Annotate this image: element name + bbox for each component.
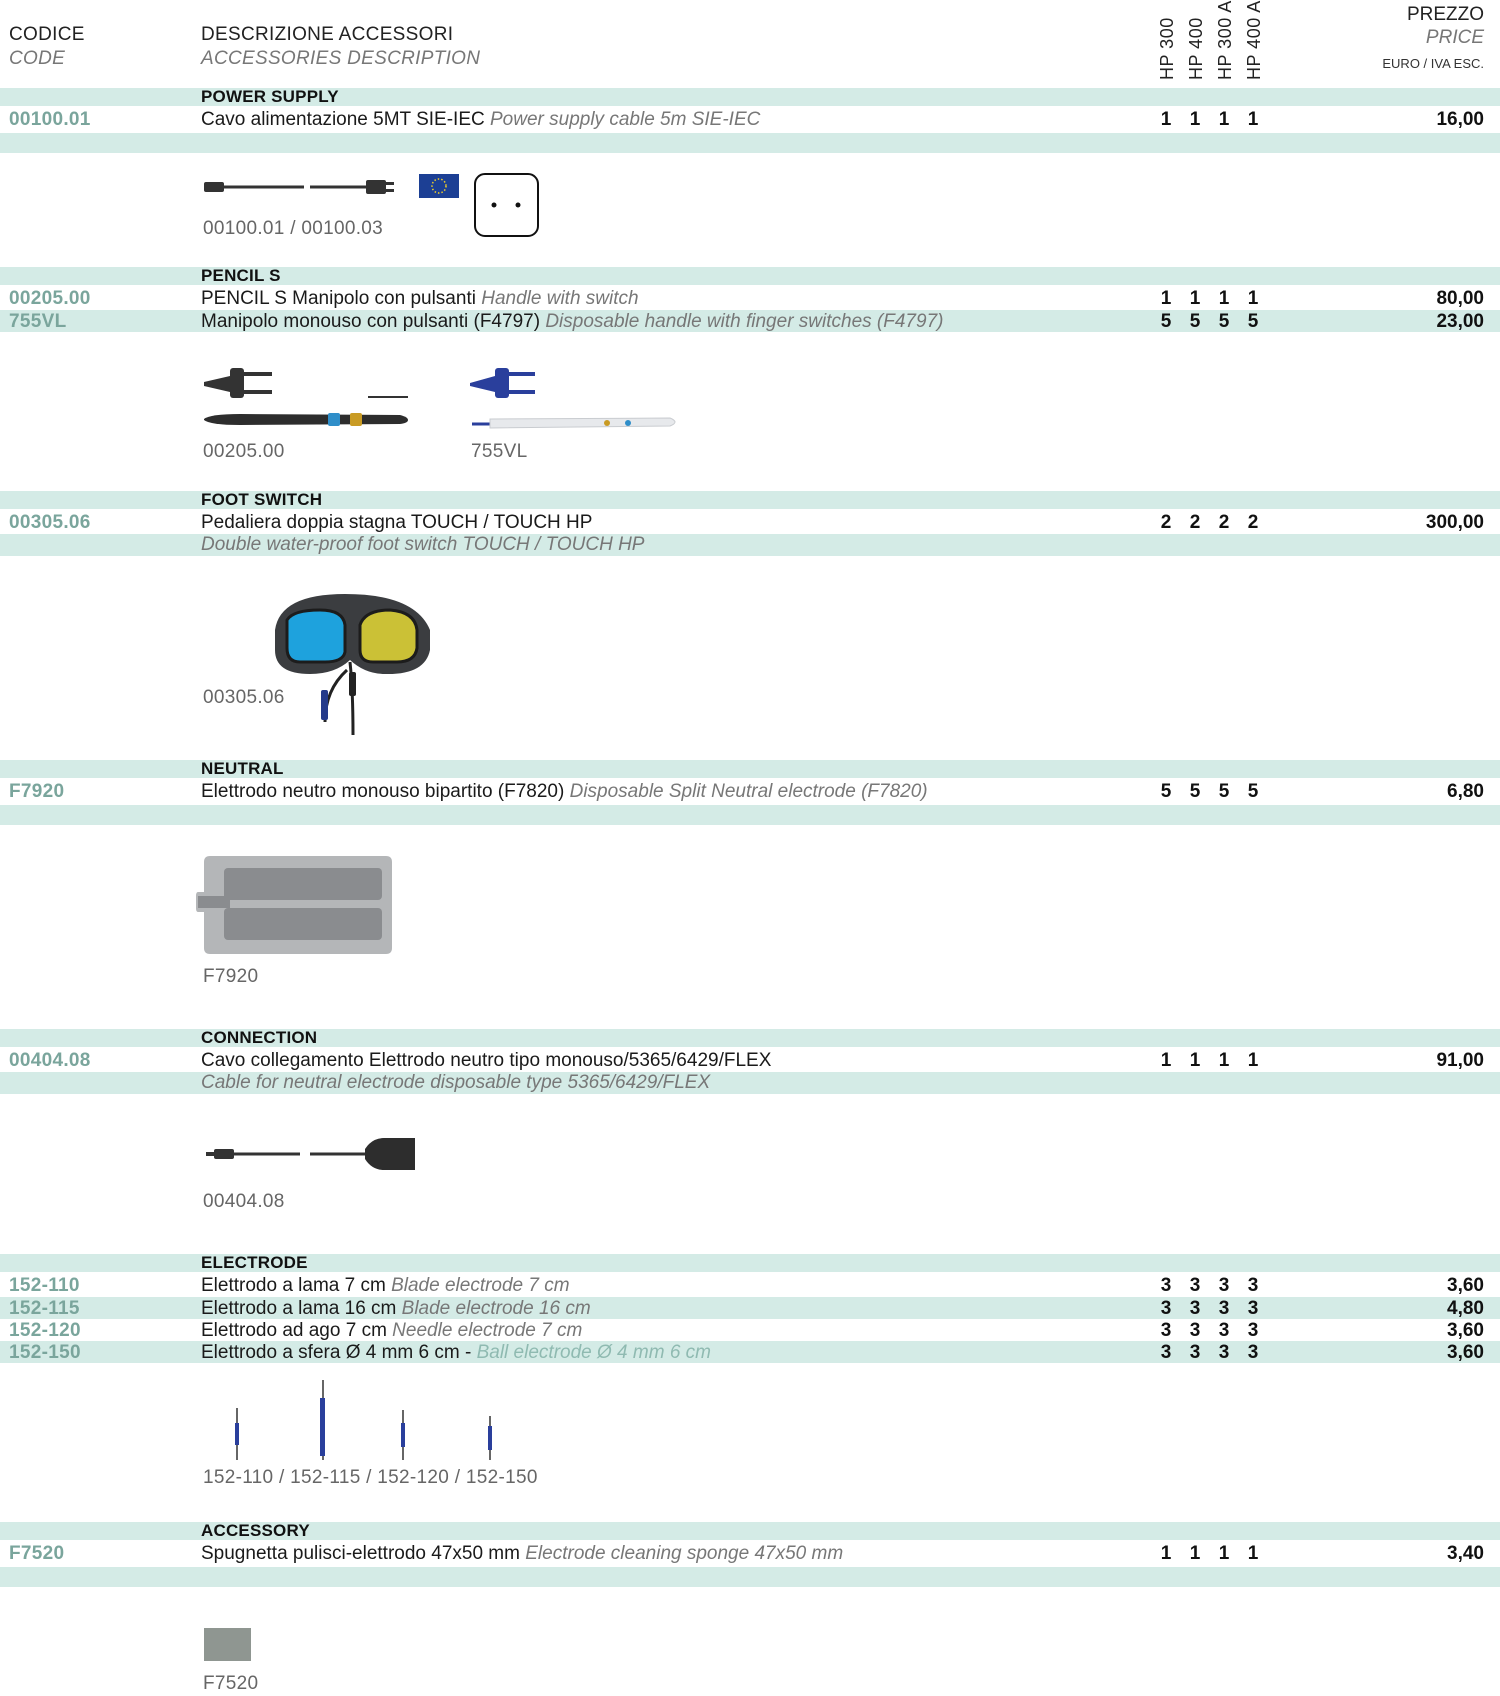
- model-column-hp300a: HP 300 A: [1215, 0, 1235, 80]
- socket-icon: [475, 174, 538, 236]
- table-row: [0, 511, 1500, 533]
- qty-hp300a: 3: [1218, 1275, 1230, 1296]
- section-band: [0, 133, 1500, 153]
- qty-hp300a: 1: [1218, 1543, 1230, 1564]
- image-caption: F7920: [203, 966, 259, 987]
- model-columns-header: [0, 0, 1500, 80]
- item-price: 16,00: [1436, 109, 1484, 130]
- qty-hp400a: 3: [1247, 1342, 1259, 1363]
- table-row: [0, 310, 1500, 332]
- qty-hp400: 1: [1189, 109, 1201, 130]
- qty-hp300a: 3: [1218, 1320, 1230, 1341]
- qty-hp400: 1: [1189, 1543, 1201, 1564]
- eu-flag-icon: [419, 174, 459, 198]
- table-row: [0, 1341, 1500, 1363]
- qty-hp300: 1: [1160, 288, 1172, 309]
- item-code: 00100.01: [9, 109, 91, 130]
- section-title-connection: CONNECTION: [201, 1028, 318, 1047]
- qty-hp300a: 3: [1218, 1298, 1230, 1319]
- item-code: F7920: [9, 781, 65, 802]
- qty-hp400: 3: [1189, 1298, 1201, 1319]
- item-price: 300,00: [1425, 512, 1484, 533]
- model-column-hp400: HP 400: [1186, 17, 1206, 80]
- image-caption: 755VL: [471, 441, 528, 462]
- item-code: 152-150: [9, 1342, 81, 1363]
- image-caption: 00305.06: [203, 687, 285, 708]
- section-title-electrode: ELECTRODE: [201, 1253, 308, 1272]
- item-description-en: Double water-proof foot switch TOUCH / TOUCH HP: [201, 534, 645, 555]
- item-code: F7520: [9, 1543, 65, 1564]
- qty-hp400a: 3: [1247, 1320, 1259, 1341]
- table-row: [0, 1542, 1500, 1564]
- image-caption: 00100.01 / 00100.03: [203, 218, 384, 239]
- image-caption: F7520: [203, 1673, 259, 1694]
- qty-hp400a: 3: [1247, 1275, 1259, 1296]
- qty-hp400: 3: [1189, 1275, 1201, 1296]
- qty-hp400: 3: [1189, 1342, 1201, 1363]
- item-description: Elettrodo a lama 7 cm Blade electrode 7 cm: [201, 1275, 570, 1296]
- neutral-electrode-image: [196, 852, 396, 958]
- item-code: 755VL: [9, 311, 67, 332]
- qty-hp300: 5: [1160, 311, 1172, 332]
- qty-hp400: 2: [1189, 512, 1201, 533]
- pencil-handles-image: [200, 362, 680, 437]
- section-title-power-supply: POWER SUPPLY: [201, 87, 339, 106]
- qty-hp400a: 2: [1247, 512, 1259, 533]
- table-row: [0, 1297, 1500, 1319]
- image-caption: 152-110 / 152-115 / 152-120 / 152-150: [203, 1467, 538, 1488]
- qty-hp400a: 1: [1247, 1050, 1259, 1071]
- table-row: [0, 1319, 1500, 1341]
- cleaning-sponge-image: [203, 1627, 253, 1663]
- qty-hp400a: 5: [1247, 311, 1259, 332]
- description-header: DESCRIZIONE ACCESSORI: [201, 24, 454, 45]
- section-title-pencil-s: PENCIL S: [201, 266, 281, 285]
- section-title-accessory: ACCESSORY: [201, 1521, 310, 1540]
- item-code: 00305.06: [9, 512, 91, 533]
- qty-hp400: 5: [1189, 781, 1201, 802]
- qty-hp300a: 5: [1218, 311, 1230, 332]
- qty-hp300a: 2: [1218, 512, 1230, 533]
- qty-hp400: 1: [1189, 1050, 1201, 1071]
- table-row: [0, 1274, 1500, 1296]
- section-title-foot-switch: FOOT SWITCH: [201, 490, 323, 509]
- qty-hp300: 3: [1160, 1320, 1172, 1341]
- description-header-en: ACCESSORIES DESCRIPTION: [201, 48, 481, 69]
- qty-hp300a: 1: [1218, 288, 1230, 309]
- section-title-neutral: NEUTRAL: [201, 759, 284, 778]
- item-price: 4,80: [1447, 1298, 1484, 1319]
- qty-hp400a: 1: [1247, 288, 1259, 309]
- qty-hp400a: 5: [1247, 781, 1259, 802]
- item-price: 80,00: [1436, 288, 1484, 309]
- qty-hp300a: 5: [1218, 781, 1230, 802]
- item-description: PENCIL S Manipolo con pulsanti Handle with switch: [201, 288, 639, 309]
- item-code: 152-115: [9, 1298, 80, 1319]
- item-price: 91,00: [1436, 1050, 1484, 1071]
- item-price: 3,40: [1447, 1543, 1484, 1564]
- item-price: 6,80: [1447, 781, 1484, 802]
- qty-hp400: 5: [1189, 311, 1201, 332]
- qty-hp400a: 1: [1247, 109, 1259, 130]
- section-band: [0, 1567, 1500, 1587]
- qty-hp400a: 1: [1247, 1543, 1259, 1564]
- table-row: [0, 1049, 1500, 1071]
- foot-switch-image: [265, 590, 435, 740]
- table-row: [0, 287, 1500, 309]
- item-price: 3,60: [1447, 1342, 1484, 1363]
- item-code: 00404.08: [9, 1050, 91, 1071]
- item-description-en: Cable for neutral electrode disposable type 5365/6429/FLEX: [201, 1072, 711, 1093]
- item-description: Elettrodo a lama 16 cm Blade electrode 16 cm: [201, 1298, 591, 1319]
- item-description: Pedaliera doppia stagna TOUCH / TOUCH HP: [201, 512, 593, 533]
- item-price: 3,60: [1447, 1275, 1484, 1296]
- qty-hp400: 1: [1189, 288, 1201, 309]
- qty-hp300: 3: [1160, 1342, 1172, 1363]
- item-description: Manipolo monouso con pulsanti (F4797) Disposable handle with finger switches (F4797): [201, 311, 944, 332]
- item-description: Cavo collegamento Elettrodo neutro tipo monouso/5365/6429/FLEX: [201, 1050, 772, 1071]
- item-description: Elettrodo neutro monouso bipartito (F7820) Disposable Split Neutral electrode (F7820): [201, 781, 928, 802]
- item-code: 152-110: [9, 1275, 80, 1296]
- item-price: 3,60: [1447, 1320, 1484, 1341]
- model-column-hp300: HP 300: [1157, 17, 1177, 80]
- qty-hp400a: 3: [1247, 1298, 1259, 1319]
- qty-hp300: 2: [1160, 512, 1172, 533]
- table-row: [0, 780, 1500, 802]
- section-band: [0, 805, 1500, 825]
- qty-hp400: 3: [1189, 1320, 1201, 1341]
- item-price: 23,00: [1436, 311, 1484, 332]
- qty-hp300: 1: [1160, 1050, 1172, 1071]
- code-header-en: CODE: [9, 48, 66, 69]
- qty-hp300a: 1: [1218, 1050, 1230, 1071]
- electrodes-image: [200, 1378, 520, 1463]
- qty-hp300: 5: [1160, 781, 1172, 802]
- qty-hp300: 1: [1160, 109, 1172, 130]
- image-caption: 00404.08: [203, 1191, 285, 1212]
- model-column-hp400a: HP 400 A: [1244, 0, 1264, 80]
- code-header: CODICE: [9, 24, 85, 45]
- item-code: 00205.00: [9, 288, 91, 309]
- qty-hp300a: 3: [1218, 1342, 1230, 1363]
- price-currency-note: EURO / IVA ESC.: [1382, 56, 1484, 71]
- item-description: Elettrodo ad ago 7 cm Needle electrode 7 cm: [201, 1320, 583, 1341]
- item-description: Elettrodo a sfera Ø 4 mm 6 cm - Ball electrode Ø 4 mm 6 cm: [201, 1342, 712, 1363]
- item-description: Spugnetta pulisci-elettrodo 47x50 mm Electrode cleaning sponge 47x50 mm: [201, 1543, 844, 1564]
- image-caption: 00205.00: [203, 441, 285, 462]
- price-header-en: PRICE: [1425, 27, 1484, 48]
- qty-hp300: 3: [1160, 1298, 1172, 1319]
- qty-hp300: 3: [1160, 1275, 1172, 1296]
- qty-hp300: 1: [1160, 1543, 1172, 1564]
- item-code: 152-120: [9, 1320, 81, 1341]
- price-header: PREZZO: [1406, 4, 1484, 25]
- connection-cable-image: [200, 1134, 420, 1174]
- item-description: Cavo alimentazione 5MT SIE-IEC Power supply cable 5m SIE-IEC: [201, 109, 761, 130]
- table-row: [0, 108, 1500, 130]
- qty-hp300a: 1: [1218, 109, 1230, 130]
